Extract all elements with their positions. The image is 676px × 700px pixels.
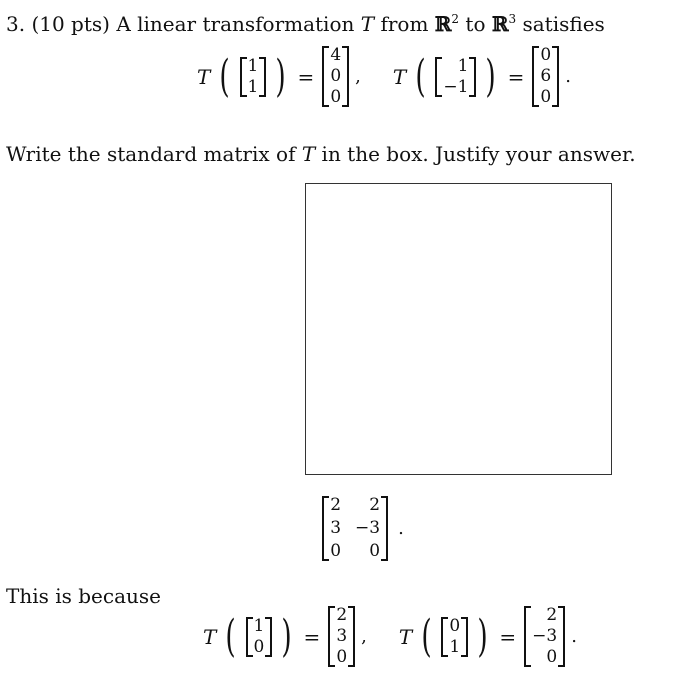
output-vector: 2 3 0 bbox=[328, 606, 355, 667]
answer-matrix-row: 2 2 3 −3 0 0 . bbox=[0, 496, 676, 561]
input-vector: 1 1 bbox=[240, 57, 267, 97]
answer-box[interactable] bbox=[305, 183, 612, 475]
justification-equations bbox=[0, 606, 676, 667]
problem-statement: 3. (10 pts) A linear transformation T from ℝ$^2$ to ℝ$^3$ satisfies bbox=[6, 12, 605, 36]
given-equation-1: T ( 1 1 ) = 4 0 0 , bbox=[197, 45, 361, 107]
given-equation-2: T ( 1 −1 ) = 0 6 0 . bbox=[392, 45, 571, 107]
justification-equation-1: T ( 1 0 ) = 2 3 0 , bbox=[203, 605, 367, 667]
justification-equation-2: T ( 0 1 ) = 2 −3 0 . bbox=[398, 605, 577, 667]
output-vector: 0 6 0 bbox=[532, 46, 559, 107]
input-vector: 1 0 bbox=[246, 617, 273, 657]
input-vector: 1 −1 bbox=[435, 57, 476, 97]
output-vector: 4 0 0 bbox=[322, 46, 349, 107]
instruction: Write the standard matrix of T in the box. Justify your answer. bbox=[6, 142, 636, 166]
standard-matrix: 2 2 3 −3 0 0 bbox=[322, 496, 388, 561]
output-vector: 2 −3 0 bbox=[524, 606, 565, 667]
given-equations bbox=[0, 46, 676, 107]
justification-label: This is because bbox=[6, 584, 161, 608]
input-vector: 0 1 bbox=[441, 617, 468, 657]
